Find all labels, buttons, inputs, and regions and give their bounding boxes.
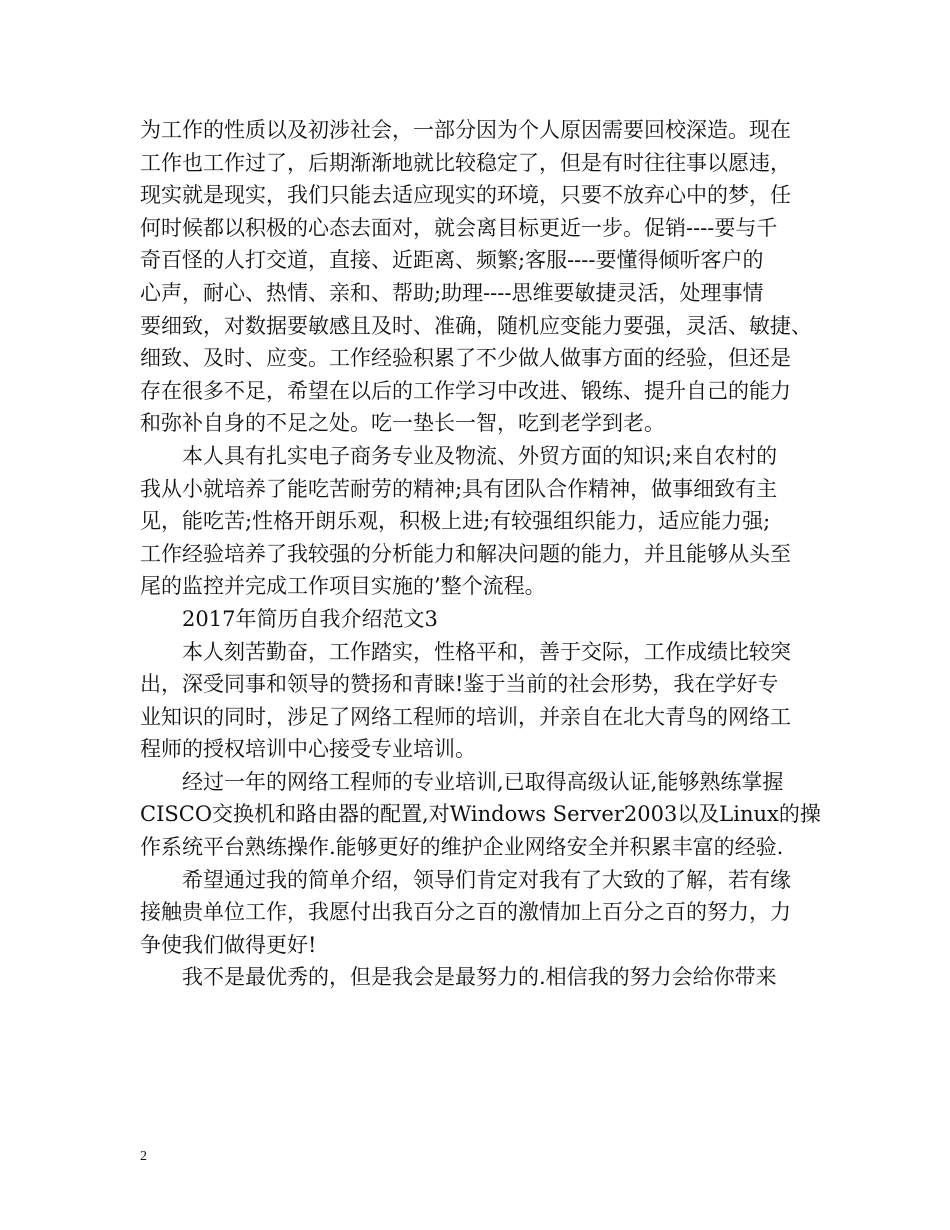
text-line: 尾的监控并完成工作项目实施的’整个流程。 <box>140 574 546 599</box>
text-line: 本人刻苦勤奋，工作踏实，性格平和，善于交际，工作成绩比较突 <box>182 639 791 664</box>
text-line: 希望通过我的简单介绍，领导们肯定对我有了大致的了解，若有缘 <box>182 867 791 892</box>
text-line: 奇百怪的人打交道，直接、近距离、频繁;客服----要懂得倾听客户的 <box>140 248 764 273</box>
page-number: 2 <box>140 1149 147 1164</box>
text-line: 程师的授权培训中心接受专业培训。 <box>140 737 476 762</box>
text-line: 出，深受同事和领导的赞扬和青睐!鉴于当前的社会形势，我在学好专 <box>140 672 779 697</box>
text-line: 细致、及时、应变。工作经验积累了不少做人做事方面的经验，但还是 <box>140 346 791 371</box>
text-line: 争使我们做得更好! <box>140 932 317 957</box>
text-line: 作系统平台熟练操作.能够更好的维护企业网络安全并积累丰富的经验. <box>140 835 784 860</box>
text-line: 业知识的同时，涉足了网络工程师的培训，并亲自在北大青鸟的网络工 <box>140 704 791 729</box>
text-line: 接触贵单位工作，我愿付出我百分之百的激情加上百分之百的努力，力 <box>140 900 791 925</box>
document-body <box>140 114 830 994</box>
text-line: 要细致，对数据要敏感且及时、准确，随机应变能力要强，灵活、敏捷、 <box>140 313 812 338</box>
text-line: 我不是最优秀的，但是我会是最努力的.相信我的努力会给你带来 <box>182 965 777 990</box>
text-line: 工作也工作过了，后期渐渐地就比较稳定了，但是有时往往事以愿违， <box>140 150 791 175</box>
text-line: CISCO交换机和路由器的配置,对Windows Server2003以及Linux的操 <box>140 802 821 827</box>
text-line: 工作经验培养了我较强的分析能力和解决问题的能力，并且能够从头至 <box>140 541 791 566</box>
text-line: 本人具有扎实电子商务专业及物流、外贸方面的知识;来自农村的 <box>182 443 778 468</box>
text-line: 现实就是现实，我们只能去适应现实的环境，只要不放弃心中的梦，任 <box>140 183 791 208</box>
text-line: 我从小就培养了能吃苦耐劳的精神;具有团队合作精神，做事细致有主 <box>140 476 778 501</box>
text-line: 为工作的性质以及初涉社会，一部分因为个人原因需要回校深造。现在 <box>140 118 791 142</box>
text-line: 何时候都以积极的心态去面对，就会离目标更近一步。促销----要与千 <box>140 215 778 240</box>
text-line: 心声，耐心、热情、亲和、帮助;助理----思维要敏捷灵活，处理事情 <box>140 280 764 305</box>
text-line: 见，能吃苦;性格开朗乐观，积极上进;有较强组织能力，适应能力强; <box>140 509 771 534</box>
text-line: 存在很多不足，希望在以后的工作学习中改进、锻练、提升自己的能力 <box>140 378 791 403</box>
text-line: 2017年简历自我介绍范文3 <box>182 606 438 631</box>
text-line: 和弥补自身的不足之处。吃一垫长一智，吃到老学到老。 <box>140 411 665 436</box>
text-line: 经过一年的网络工程师的专业培训,已取得高级认证,能够熟练掌握 <box>182 769 784 794</box>
